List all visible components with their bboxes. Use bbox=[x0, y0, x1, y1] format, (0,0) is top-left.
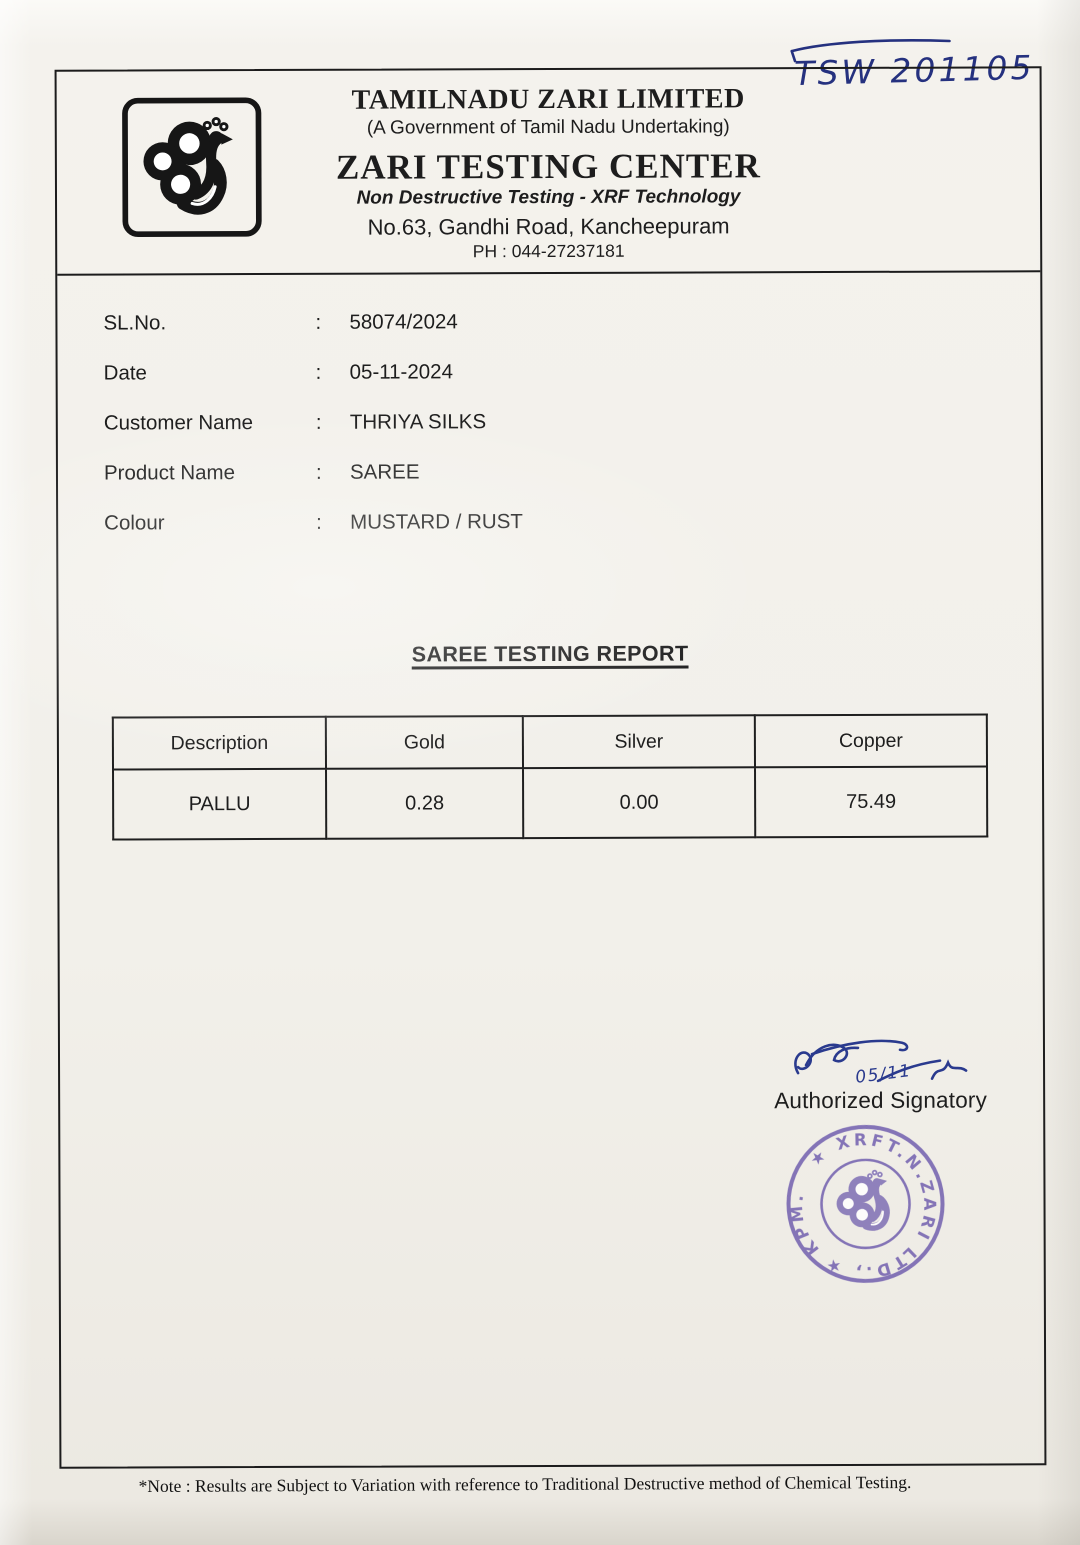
signature-date-scribble: 05/11 bbox=[854, 1060, 913, 1088]
field-separator: : bbox=[316, 510, 322, 534]
field-value: 05-11-2024 bbox=[349, 360, 454, 384]
field-value: MUSTARD / RUST bbox=[350, 510, 523, 534]
results-table bbox=[112, 713, 988, 840]
field-value: THRIYA SILKS bbox=[349, 410, 487, 434]
footer-note: *Note : Results are Subject to Variation with reference to Traditional Destructive method of Chemical Testing. bbox=[138, 1471, 912, 1497]
field-row-date bbox=[104, 359, 744, 385]
center-phone: PH : 044-27237181 bbox=[472, 240, 625, 261]
org-name: TAMILNADU ZARI LIMITED bbox=[351, 83, 745, 116]
field-separator: : bbox=[315, 360, 322, 384]
field-value: SAREE bbox=[349, 460, 420, 484]
field-row-customer-name bbox=[104, 409, 744, 435]
field-row-product-name bbox=[104, 459, 744, 485]
stamp-peacock-icon bbox=[831, 1168, 897, 1235]
signature-swash bbox=[812, 1041, 907, 1054]
report-title: SAREE TESTING REPORT bbox=[411, 641, 689, 667]
field-row-slno bbox=[103, 309, 743, 335]
table-row bbox=[113, 766, 987, 839]
field-label: SL.No. bbox=[103, 311, 167, 335]
authorized-signatory-label: Authorized Signatory bbox=[774, 1087, 988, 1114]
table-cell-copper: 75.49 bbox=[755, 766, 987, 837]
header-text-block bbox=[57, 82, 1041, 263]
center-subtitle: Non Destructive Testing - XRF Technology bbox=[356, 186, 741, 209]
field-label: Colour bbox=[104, 511, 165, 535]
table-header-cell: Description bbox=[113, 717, 326, 770]
round-stamp bbox=[769, 1107, 962, 1300]
table-header-row bbox=[113, 714, 987, 769]
table-header-cell: Gold bbox=[326, 716, 523, 769]
field-label: Date bbox=[103, 361, 147, 385]
table-cell-silver: 0.00 bbox=[523, 767, 755, 838]
center-address: No.63, Gandhi Road, Kancheepuram bbox=[367, 213, 730, 240]
org-subtitle: (A Government of Tamil Nadu Undertaking) bbox=[366, 116, 730, 139]
table-header-cell: Silver bbox=[523, 715, 755, 768]
report-title-wrap bbox=[59, 640, 1042, 668]
table-cell-description: PALLU bbox=[113, 769, 326, 840]
field-separator: : bbox=[315, 460, 322, 484]
certificate-border-frame bbox=[55, 66, 1047, 1468]
certificate-header bbox=[57, 68, 1041, 275]
handwritten-ref-text: TSW 201105 bbox=[793, 47, 1035, 94]
field-separator: : bbox=[315, 410, 322, 434]
stamp-ring-text: ★ XRFT.N.ZARI LTD., ★ KPM. bbox=[786, 1130, 940, 1283]
center-name: ZARI TESTING CENTER bbox=[335, 145, 761, 187]
field-separator: : bbox=[315, 310, 322, 334]
meta-fields bbox=[103, 309, 744, 561]
field-label: Product Name bbox=[103, 461, 236, 485]
field-value: 58074/2024 bbox=[349, 310, 458, 334]
field-label: Customer Name bbox=[103, 411, 254, 435]
field-row-colour bbox=[104, 509, 744, 535]
table-header-cell: Copper bbox=[755, 714, 987, 767]
table-cell-gold: 0.28 bbox=[326, 768, 523, 839]
